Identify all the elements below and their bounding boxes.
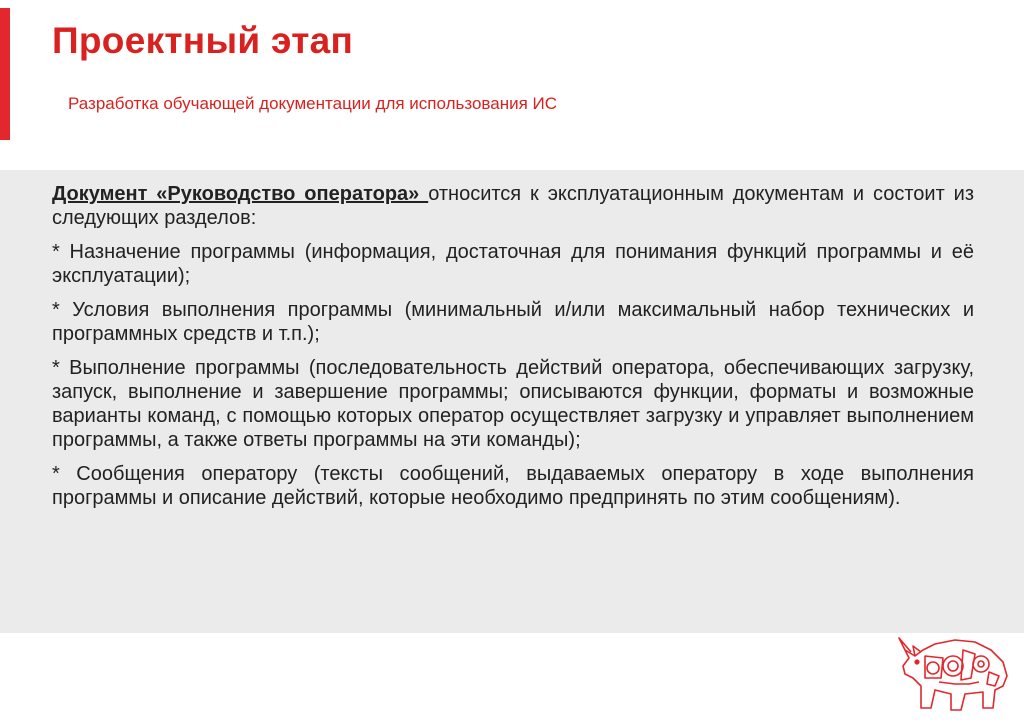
slide-subtitle: Разработка обучающей документации для использования ИС bbox=[68, 94, 558, 113]
list-item-conditions: * Условия выполнения программы (минимальный и/или максимальный набор технических и программных средств и т.п.); bbox=[52, 299, 974, 345]
list-item-execution: * Выполнение программы (последовательность действий оператора, обеспечивающих загрузку, запуск, выполнение и завершение программы; описываются функции, форматы и возможные варианты команд, с помощью которых оператор осуществляет загрузку и управляет выполнением программы, а также ответы программы на эти команды); bbox=[52, 357, 974, 451]
content-text bbox=[52, 182, 974, 520]
list-item-messages: * Сообщения оператору (тексты сообщений, выдаваемых оператору в ходе выполнения программы и описание действий, которые необходимо предпринять по этим сообщениям). bbox=[52, 463, 974, 509]
intro-paragraph bbox=[52, 182, 974, 230]
rhino-logo-icon bbox=[895, 628, 1015, 718]
slide-title: Проектный этап bbox=[52, 20, 354, 61]
intro-text: относится к эксплуатационным документам и состоит из следующих разделов: bbox=[52, 183, 974, 229]
accent-bar bbox=[0, 8, 10, 140]
list-item-purpose: * Назначение программы (информация, достаточная для понимания функций программы и её эксплуатации); bbox=[52, 241, 974, 287]
document-name: Документ «Руководство оператора» bbox=[52, 183, 429, 205]
